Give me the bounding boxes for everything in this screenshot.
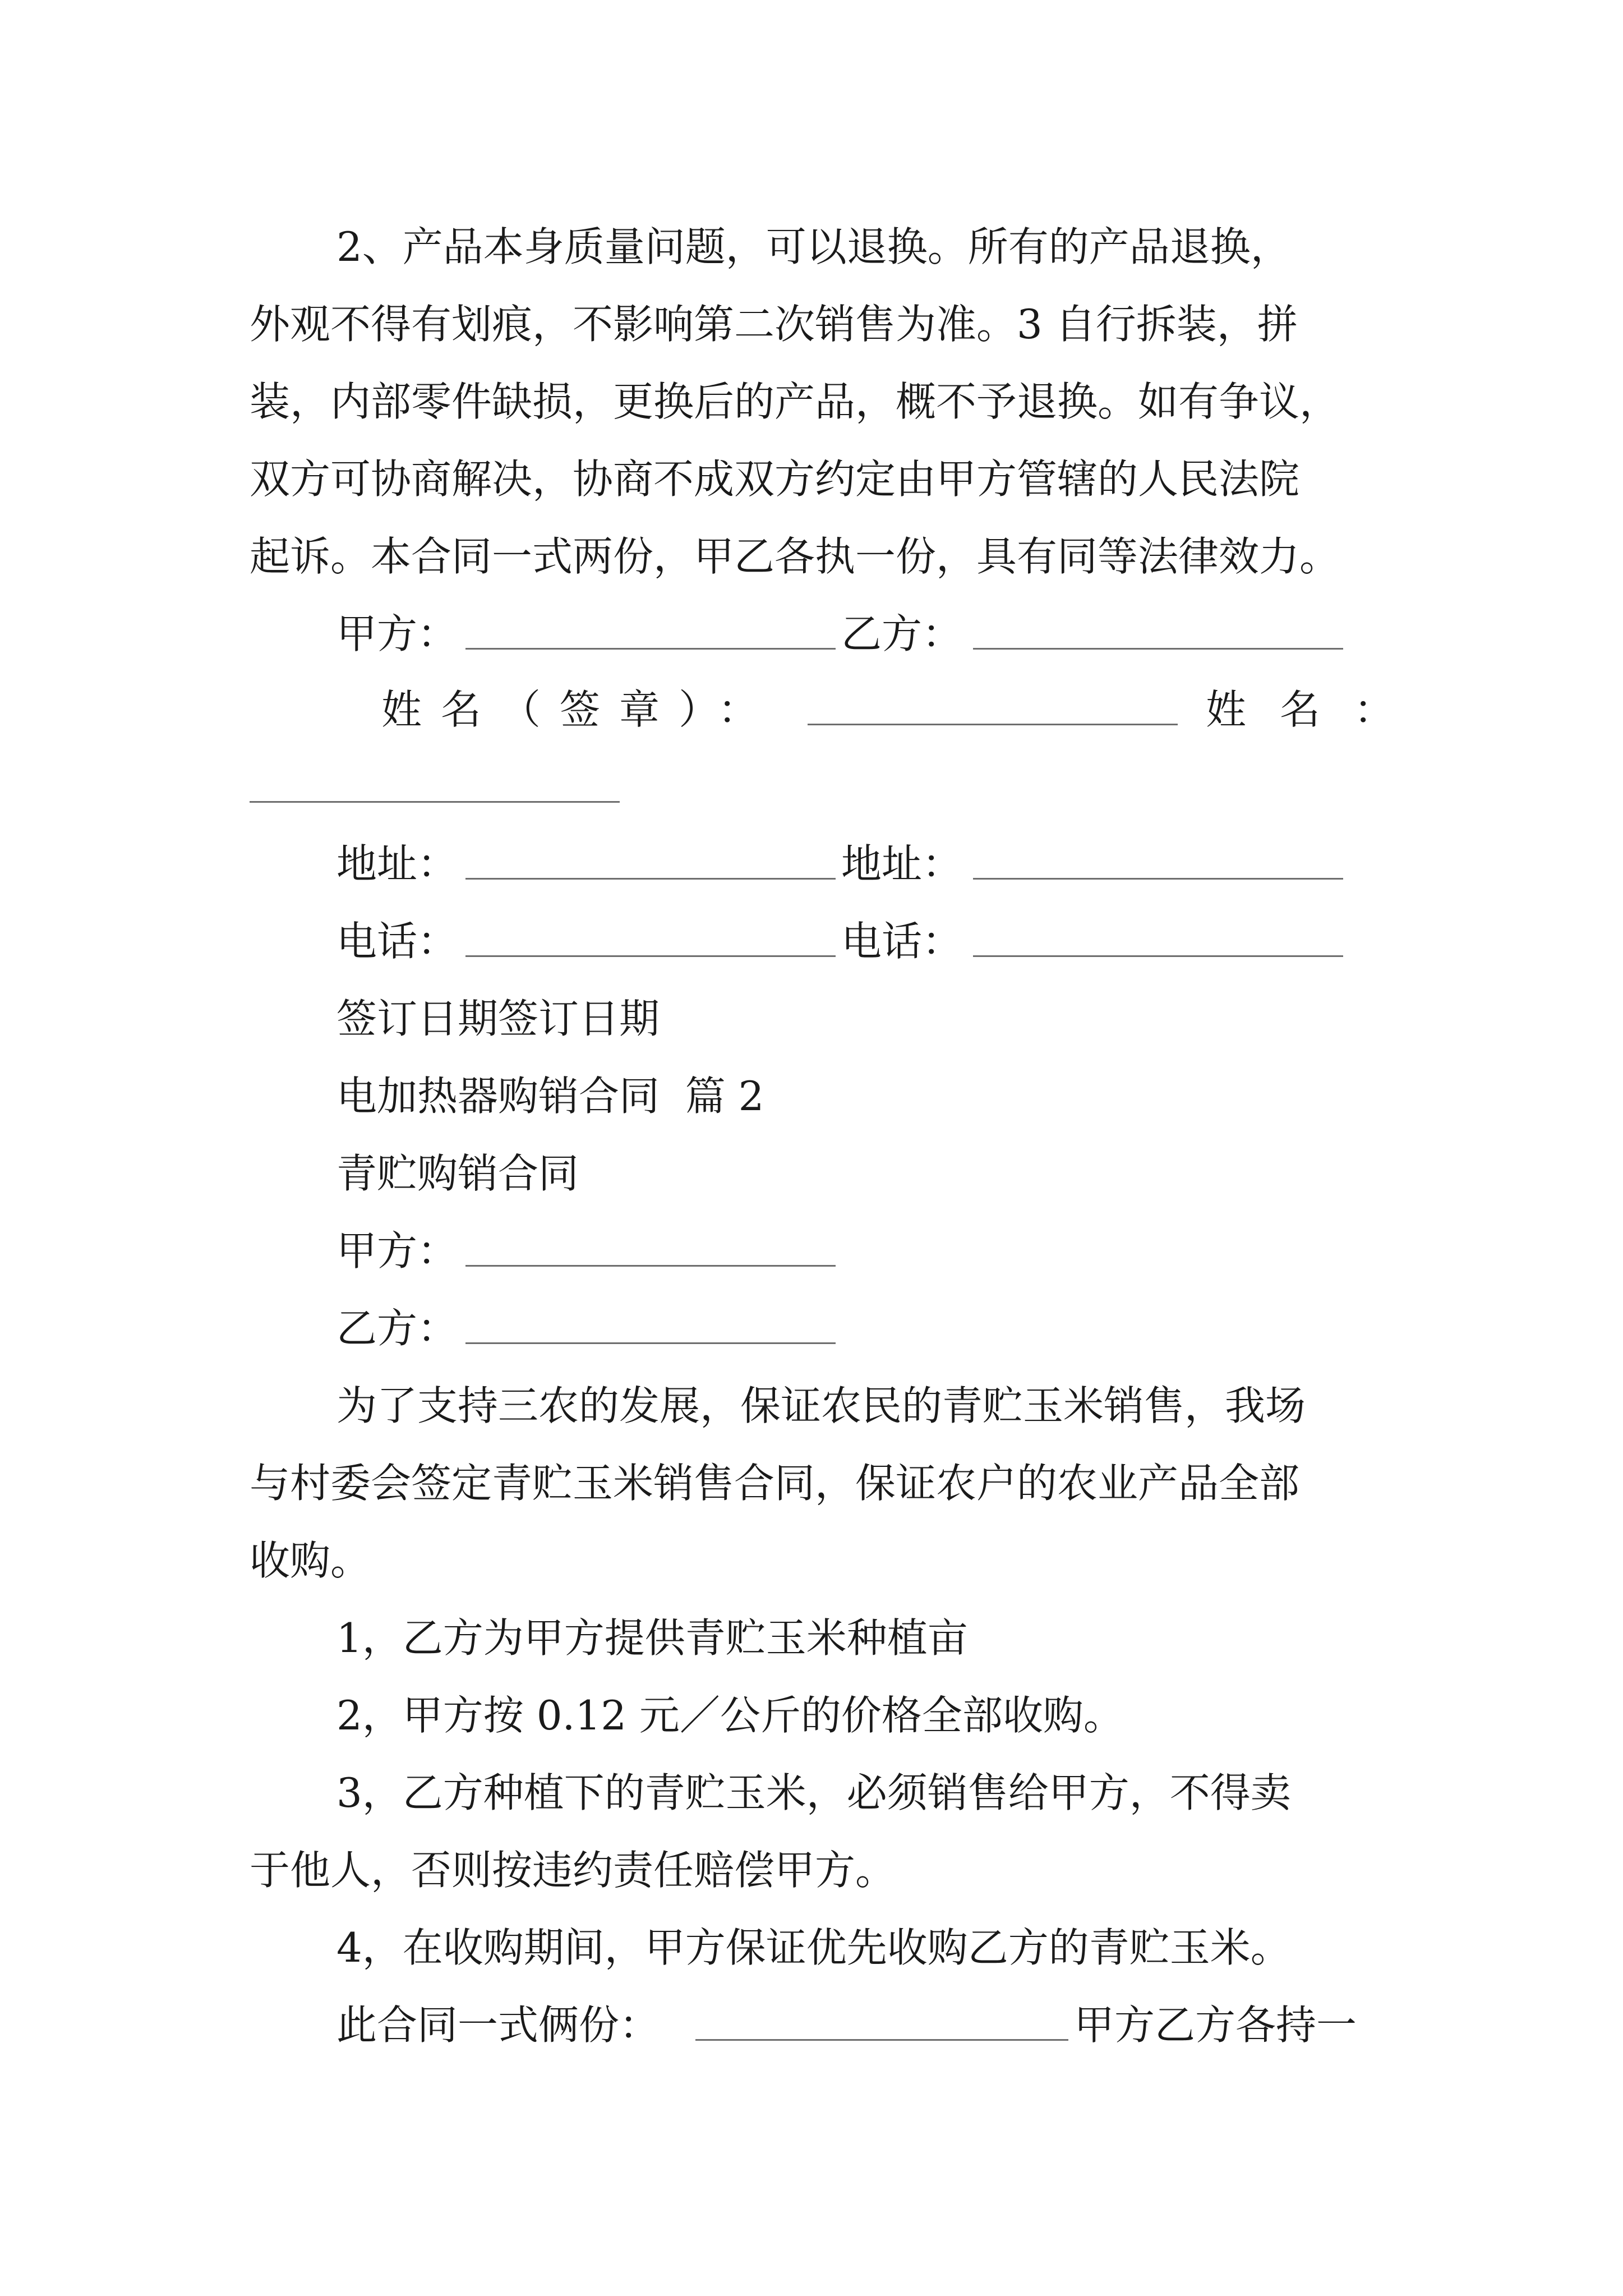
party-a-label: 甲方： xyxy=(336,610,458,657)
name-seal-blank[interactable] xyxy=(808,724,1178,725)
name-label: 姓名： xyxy=(1206,686,1428,733)
clause-3-line-1: 3，乙方种植下的青贮玉米，必须销售给甲方，不得卖 xyxy=(336,1769,1291,1816)
paragraph-text: 为了支持三农的发展，保证农民的青贮玉米销售，我场 xyxy=(336,1382,1306,1429)
paragraph-text: 外观不得有划痕，不影响第二次销售为准。3 自行拆装，拼 xyxy=(250,301,1298,348)
phone-a-label: 电话： xyxy=(336,918,458,965)
address-a-blank[interactable] xyxy=(465,878,836,880)
paragraph-text: 双方可协商解决，协商不成双方约定由甲方管辖的人民法院 xyxy=(250,455,1300,503)
paragraph-text: 与村委会签定青贮玉米销售合同，保证农户的农业产品全部 xyxy=(250,1460,1300,1507)
copies-tail: 甲方乙方各持一 xyxy=(1074,2001,1357,2049)
paragraph-text: 起诉。本合同一式两份，甲乙各执一份，具有同等法律效力。 xyxy=(250,533,1340,580)
party-a-blank[interactable] xyxy=(465,1265,836,1267)
clause-4: 4，在收购期间，甲方保证优先收购乙方的青贮玉米。 xyxy=(336,1924,1291,1971)
copies-blank[interactable] xyxy=(695,2039,1068,2041)
name-blank[interactable] xyxy=(250,801,620,803)
address-b-label: 地址： xyxy=(841,840,963,887)
phone-b-label: 电话： xyxy=(841,918,963,965)
contract-title: 青贮购销合同 xyxy=(336,1150,579,1197)
party-b-label: 乙方： xyxy=(841,610,963,657)
phone-a-blank[interactable] xyxy=(465,955,836,957)
address-a-label: 地址： xyxy=(336,840,458,887)
paragraph-text: 装，内部零件缺损，更换后的产品，概不予退换。如有争议， xyxy=(250,378,1340,425)
address-b-blank[interactable] xyxy=(973,878,1343,880)
copies-label: 此合同一式俩份： xyxy=(336,2001,660,2049)
party-b-blank[interactable] xyxy=(465,1342,836,1344)
party-b-blank[interactable] xyxy=(973,648,1343,650)
clause-3-line-2: 于他人，否则按违约责任赔偿甲方。 xyxy=(250,1847,896,1894)
name-seal-label: 姓名（签章）： xyxy=(381,686,778,733)
party-b-label: 乙方： xyxy=(336,1305,458,1352)
clause-2: 2，甲方按 0.12 元／公斤的价格全部收购。 xyxy=(336,1692,1124,1739)
paragraph-text: 收购。 xyxy=(250,1537,371,1584)
phone-b-blank[interactable] xyxy=(973,955,1343,957)
party-a-label: 甲方： xyxy=(336,1227,458,1274)
sign-date-label: 签订日期签订日期 xyxy=(336,995,660,1042)
section-heading: 电加热器购销合同 篇 2 xyxy=(336,1073,764,1120)
paragraph-text: 2、产品本身质量问题，可以退换。所有的产品退换， xyxy=(336,223,1291,270)
clause-1: 1，乙方为甲方提供青贮玉米种植亩 xyxy=(336,1614,968,1662)
party-a-blank[interactable] xyxy=(465,648,836,650)
